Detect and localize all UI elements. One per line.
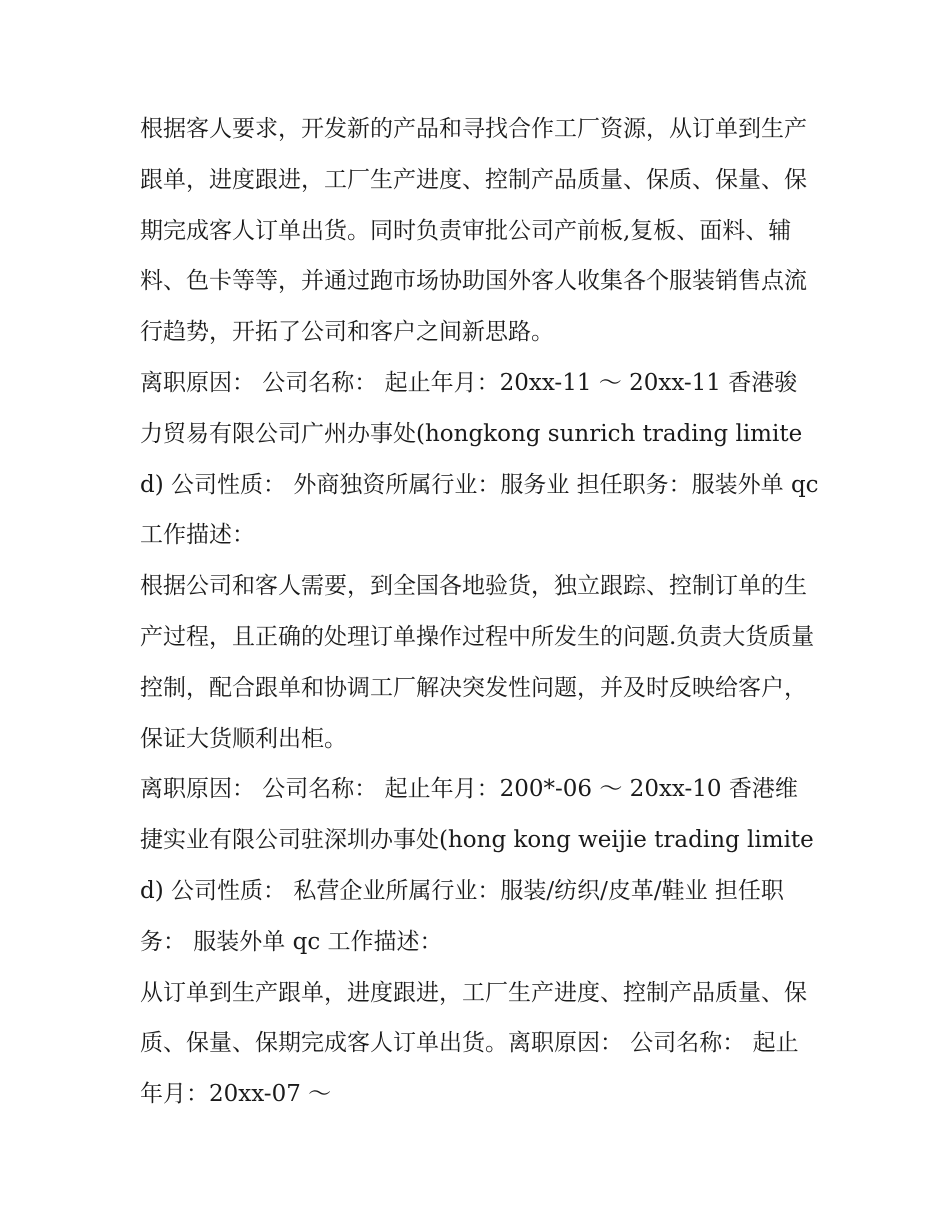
paragraph-job-description-1: 根据客人要求，开发新的产品和寻找合作工厂资源，从订单到生产跟单，进度跟进，工厂生产进度、控制产品质量、保质、保量、保期完成客人订单出货。同时负责审批公司产前板,复板、面料、辅料、色卡等等，并通过跑市场协助国外客人收集各个服装销售点流行趋势，开拓了公司和客户之间新思路。 xyxy=(140,116,807,346)
paragraph-employment-record-2: 离职原因： 公司名称： 起止年月：200*-06 ～ 20xx-10 香港维捷实业有限公司驻深圳办事处(hong kong weijie trading limited) 公司性质： 私营企业所属行业：服装/纺织/皮革/鞋业 担任职务： 服装外单 qc 工作描述： xyxy=(140,776,814,955)
paragraph-employment-record-1: 离职原因： 公司名称： 起止年月：20xx-11 ～ 20xx-11 香港骏力贸易有限公司广州办事处(hongkong sunrich trading limited) 公司性质： 外商独资所属行业：服务业 担任职务：服装外单 qc 工作描述： xyxy=(140,369,819,549)
paragraph-job-description-3: 从订单到生产跟单，进度跟进，工厂生产进度、控制产品质量、保质、保量、保期完成客人订单出货。离职原因： 公司名称： 起止年月：20xx-07 ～ xyxy=(140,979,807,1108)
paragraph-job-description-2: 根据公司和客人需要，到全国各地验货，独立跟踪、控制订单的生产过程，且正确的处理订单操作过程中所发生的问题.负责大货质量控制，配合跟单和协调工厂解决突发性问题，并及时反映给客户，保证大货顺利出柜。 xyxy=(140,573,815,752)
document-body xyxy=(140,104,820,1120)
